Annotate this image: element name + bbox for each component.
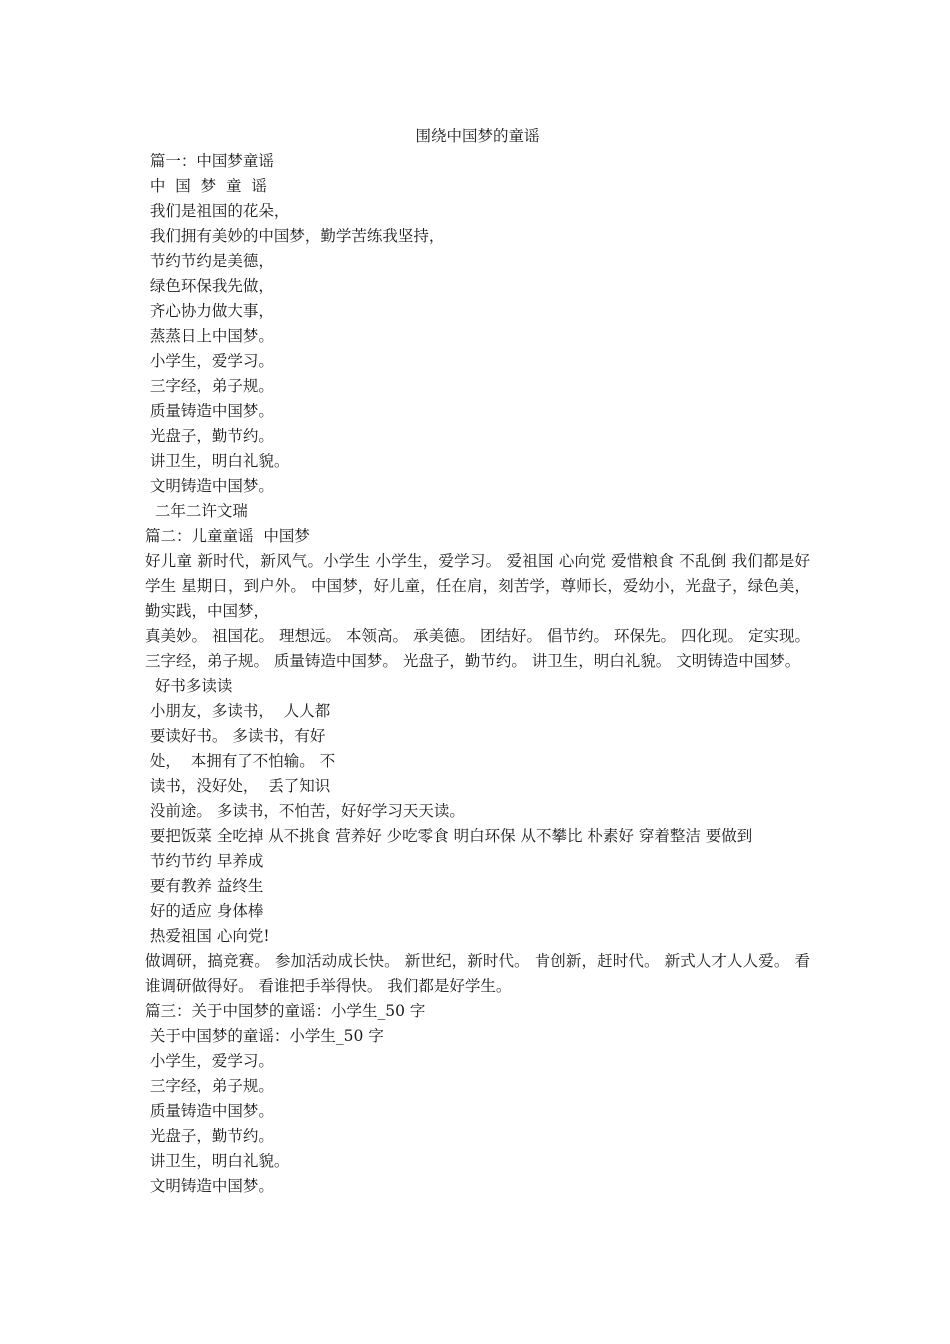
text-line: 小学生，爱学习。 [145, 1052, 274, 1070]
text-line: 三字经，弟子规。 [145, 1077, 274, 1095]
text-line: 节约节约是美德， [145, 252, 274, 270]
paragraph: 真美妙。 祖国花。 理想远。 本领高。 承美德。 团结好。 倡节约。 环保先。 四化现。 定实现。 三字经，弟子规。 质量铸造中国梦。 光盘子，勤节约。 讲卫生，明白礼貌。 文明铸造中国梦。 [145, 627, 810, 670]
text-line: 三字经，弟子规。 [145, 377, 274, 395]
text-line: 我们是祖国的花朵， [145, 202, 290, 220]
text-line: 热爱祖国 心向党! [145, 927, 270, 945]
text-line: 处， 本拥有了不怕输。 不 [145, 752, 336, 770]
document-page [145, 124, 810, 1199]
text-line: 光盘子，勤节约。 [145, 427, 274, 445]
text-line: 小朋友，多读书， 人人都 [145, 702, 331, 720]
text-line: 质量铸造中国梦。 [145, 1102, 274, 1120]
text-line: 节约节约 早养成 [145, 852, 264, 870]
text-line: 我们拥有美妙的中国梦，勤学苦练我坚持， [145, 227, 445, 245]
subheading: 好书多读读 [145, 677, 233, 695]
text-line: 蒸蒸日上中国梦。 [145, 327, 274, 345]
text-line: 要把饭菜 全吃掉 从不挑食 营养好 少吃零食 明白环保 从不攀比 朴素好 穿着整洁 要做到 [145, 827, 753, 845]
text-line: 绿色环保我先做， [145, 277, 274, 295]
document-title: 围绕中国梦的童谣 [415, 127, 540, 145]
text-line: 质量铸造中国梦。 [145, 402, 274, 420]
text-line: 小学生，爱学习。 [145, 352, 274, 370]
text-line: 齐心协力做大事， [145, 302, 274, 320]
section-one-heading: 篇一：中国梦童谣 [145, 152, 274, 170]
author-line: 二年二许文瑞 [145, 502, 248, 520]
text-line: 文明铸造中国梦。 [145, 477, 274, 495]
text-line: 没前途。 多读书，不怕苦，好好学习天天读。 [145, 802, 465, 820]
text-line: 讲卫生，明白礼貌。 [145, 1152, 290, 1170]
text-line: 要有教养 益终生 [145, 877, 264, 895]
paragraph: 好儿童 新时代，新风气。小学生 小学生，爱学习。 爱祖国 心向党 爱惜粮食 不乱倒 我们都是好学生 星期日，到户外。 中国梦，好儿童，任在肩，刻苦学，尊师长，爱幼小，光盘子，绿色美，勤实践，中国梦， [145, 552, 810, 620]
poem-title: 中 国 梦 童 谣 [145, 177, 267, 195]
text-line: 要读好书。 多读书，有好 [145, 727, 326, 745]
paragraph: 做调研，搞竞赛。 参加活动成长快。 新世纪，新时代。 肯创新，赶时代。 新式人才人人爱。 看谁调研做得好。 看谁把手举得快。 我们都是好学生。 [145, 952, 810, 995]
subheading: 关于中国梦的童谣：小学生_50 字 [145, 1027, 384, 1045]
text-line: 讲卫生，明白礼貌。 [145, 452, 290, 470]
text-line: 文明铸造中国梦。 [145, 1177, 274, 1195]
text-line: 读书，没好处， 丢了知识 [145, 777, 331, 795]
section-two-heading: 篇二：儿童童谣 中国梦 [145, 527, 310, 545]
text-line: 光盘子，勤节约。 [145, 1127, 274, 1145]
section-three-heading: 篇三：关于中国梦的童谣：小学生_50 字 [145, 1002, 426, 1020]
text-line: 好的适应 身体棒 [145, 902, 264, 920]
